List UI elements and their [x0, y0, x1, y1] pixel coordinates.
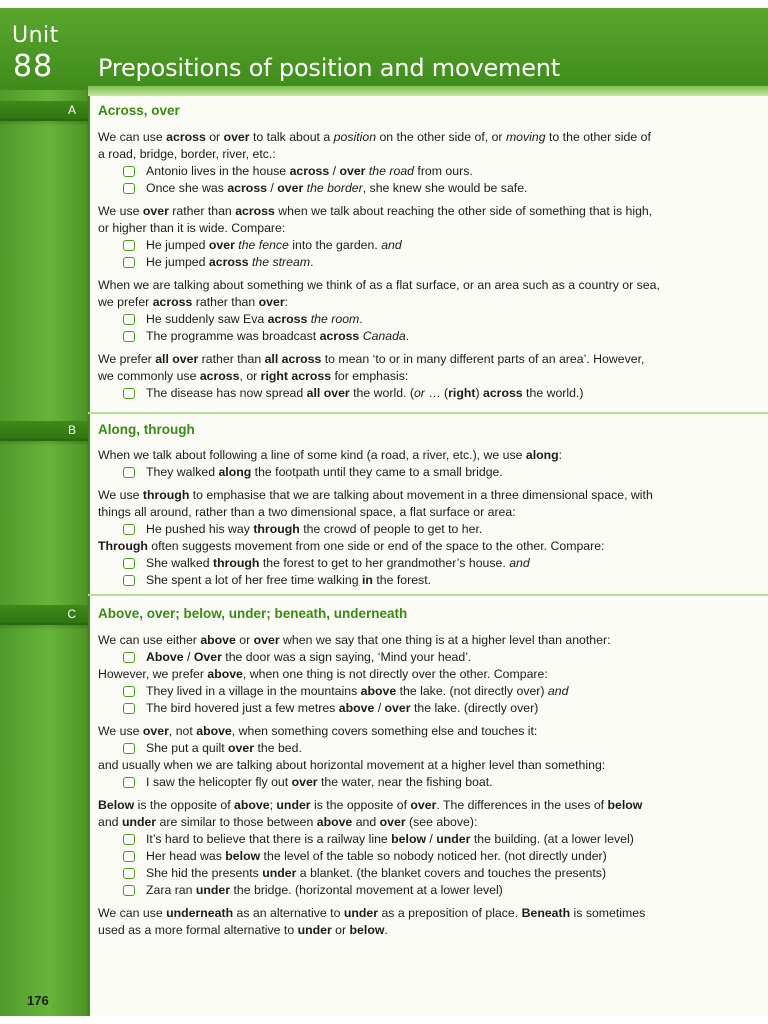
paragraph-line: Through often suggests movement from one side or end of the space to the other. Compare: [98, 539, 605, 553]
example-checkbox-icon [123, 331, 135, 342]
unit-label: Unit [12, 23, 59, 48]
section-heading-c: Above, over; below, under; beneath, underneath [98, 606, 408, 621]
example-sentence [98, 385, 718, 402]
example-checkbox-icon [123, 558, 135, 569]
example-checkbox-icon [123, 240, 135, 251]
explanation-paragraph [98, 797, 718, 831]
section-heading-b: Along, through [98, 422, 195, 437]
section-letter-a: A [67, 103, 76, 117]
example-text: He pushed his way through the crowd of people to get to her. [146, 522, 483, 536]
example-text: She walked through the forest to get to her grandmother’s house. and [146, 556, 530, 570]
explanation-paragraph [98, 203, 718, 237]
example-sentence [98, 740, 718, 757]
example-sentence [98, 163, 718, 180]
example-text: Antonio lives in the house across / over the road from ours. [146, 164, 473, 178]
paragraph-line: a road, bridge, border, river, etc.: [98, 147, 276, 161]
explanation-paragraph [98, 757, 718, 774]
example-checkbox-icon [123, 686, 135, 697]
example-sentence [98, 572, 718, 589]
example-checkbox-icon [123, 257, 135, 268]
example-sentence [98, 328, 718, 345]
paragraph-line: Below is the opposite of above; under is the opposite of over. The differences in the uses of below [98, 798, 643, 812]
example-checkbox-icon [123, 851, 135, 862]
paragraph-line: We use over rather than across when we talk about reaching the other side of something that is high, [98, 204, 653, 218]
example-checkbox-icon [123, 652, 135, 663]
paragraph-line: things all around, rather than a two dimensional space, a flat surface or area: [98, 505, 516, 519]
header-shade [88, 86, 768, 96]
example-text: The disease has now spread all over the world. (or … (right) across the world.) [146, 386, 584, 400]
section-letter-b: B [67, 423, 76, 437]
example-sentence [98, 464, 718, 481]
example-sentence [98, 237, 718, 254]
example-sentence [98, 848, 718, 865]
green-sidebar [0, 8, 90, 1016]
example-text: I saw the helicopter fly out over the water, near the fishing boat. [146, 775, 493, 789]
example-text: They walked along the footpath until they came to a small bridge. [146, 465, 503, 479]
example-checkbox-icon [123, 575, 135, 586]
example-checkbox-icon [123, 524, 135, 535]
section-letter-c: C [67, 607, 76, 621]
example-sentence [98, 831, 718, 848]
section-divider [88, 594, 768, 596]
example-sentence [98, 882, 718, 899]
section-c-content [98, 632, 718, 939]
book-page [0, 8, 768, 1016]
example-sentence [98, 700, 718, 717]
explanation-paragraph [98, 666, 718, 683]
example-text: He jumped over the fence into the garden. and [146, 238, 402, 252]
paragraph-line: We use through to emphasise that we are talking about movement in a three dimensional space, with [98, 488, 653, 502]
paragraph-line: We use over, not above, when something covers something else and touches it: [98, 724, 538, 738]
example-text: He suddenly saw Eva across the room. [146, 312, 363, 326]
example-checkbox-icon [123, 314, 135, 325]
example-text: The bird hovered just a few metres above / over the lake. (directly over) [146, 701, 539, 715]
section-tab-b [0, 421, 88, 441]
example-checkbox-icon [123, 703, 135, 714]
page-title: Prepositions of position and movement [98, 54, 560, 82]
paragraph-line: used as a more formal alternative to under or below. [98, 923, 388, 937]
explanation-paragraph [98, 129, 718, 163]
example-text: It’s hard to believe that there is a railway line below / under the building. (at a lower level) [146, 832, 634, 846]
section-heading-a: Across, over [98, 103, 180, 118]
explanation-paragraph [98, 277, 718, 311]
example-text: She hid the presents under a blanket. (the blanket covers and touches the presents) [146, 866, 607, 880]
paragraph-line: However, we prefer above, when one thing is not directly over the other. Compare: [98, 667, 548, 681]
example-text: Once she was across / over the border, she knew she would be safe. [146, 181, 528, 195]
section-divider [88, 412, 768, 414]
explanation-paragraph [98, 487, 718, 521]
explanation-paragraph [98, 723, 718, 740]
example-checkbox-icon [123, 868, 135, 879]
paragraph-line: When we talk about following a line of some kind (a road, a river, etc.), we use along: [98, 448, 563, 462]
example-sentence [98, 555, 718, 572]
example-checkbox-icon [123, 166, 135, 177]
section-tab-c [0, 605, 88, 625]
example-checkbox-icon [123, 183, 135, 194]
example-text: She put a quilt over the bed. [146, 741, 302, 755]
explanation-paragraph [98, 538, 718, 555]
explanation-paragraph [98, 905, 718, 939]
example-checkbox-icon [123, 885, 135, 896]
example-checkbox-icon [123, 743, 135, 754]
paragraph-line: We can use across or over to talk about a position on the other side of, or moving to the other side of [98, 130, 651, 144]
paragraph-line: We can use underneath as an alternative to under as a preposition of place. Beneath is sometimes [98, 906, 646, 920]
section-b-content [98, 447, 718, 589]
example-text: They lived in a village in the mountains above the lake. (not directly over) and [146, 684, 569, 698]
unit-number: 88 [13, 49, 54, 84]
explanation-paragraph [98, 447, 718, 464]
example-text: He jumped across the stream. [146, 255, 314, 269]
example-checkbox-icon [123, 388, 135, 399]
example-sentence [98, 683, 718, 700]
paragraph-line: When we are talking about something we think of as a flat surface, or an area such as a country or sea, [98, 278, 660, 292]
example-sentence [98, 649, 718, 666]
example-checkbox-icon [123, 834, 135, 845]
example-sentence [98, 180, 718, 197]
section-a-content [98, 129, 718, 402]
example-text: Her head was below the level of the table so nobody noticed her. (not directly under) [146, 849, 607, 863]
paragraph-line: we prefer across rather than over: [98, 295, 289, 309]
example-sentence [98, 254, 718, 271]
paragraph-line: We can use either above or over when we say that one thing is at a higher level than another: [98, 633, 611, 647]
section-tab-a [0, 101, 88, 121]
page-number: 176 [27, 993, 49, 1008]
paragraph-line: we commonly use across, or right across for emphasis: [98, 369, 409, 383]
explanation-paragraph [98, 351, 718, 385]
example-text: The programme was broadcast across Canada. [146, 329, 410, 343]
example-text: She spent a lot of her free time walking in the forest. [146, 573, 432, 587]
explanation-paragraph [98, 632, 718, 649]
example-checkbox-icon [123, 467, 135, 478]
example-sentence [98, 774, 718, 791]
example-sentence [98, 311, 718, 328]
paragraph-line: and under are similar to those between above and over (see above): [98, 815, 478, 829]
paragraph-line: or higher than it is wide. Compare: [98, 221, 286, 235]
paragraph-line: and usually when we are talking about horizontal movement at a higher level than something: [98, 758, 606, 772]
example-text: Zara ran under the bridge. (horizontal movement at a lower level) [146, 883, 503, 897]
paragraph-line: We prefer all over rather than all across to mean ‘to or in many different parts of an area’. However, [98, 352, 645, 366]
example-sentence [98, 521, 718, 538]
example-text: Above / Over the door was a sign saying, ‘Mind your head’. [146, 650, 472, 664]
example-sentence [98, 865, 718, 882]
example-checkbox-icon [123, 777, 135, 788]
